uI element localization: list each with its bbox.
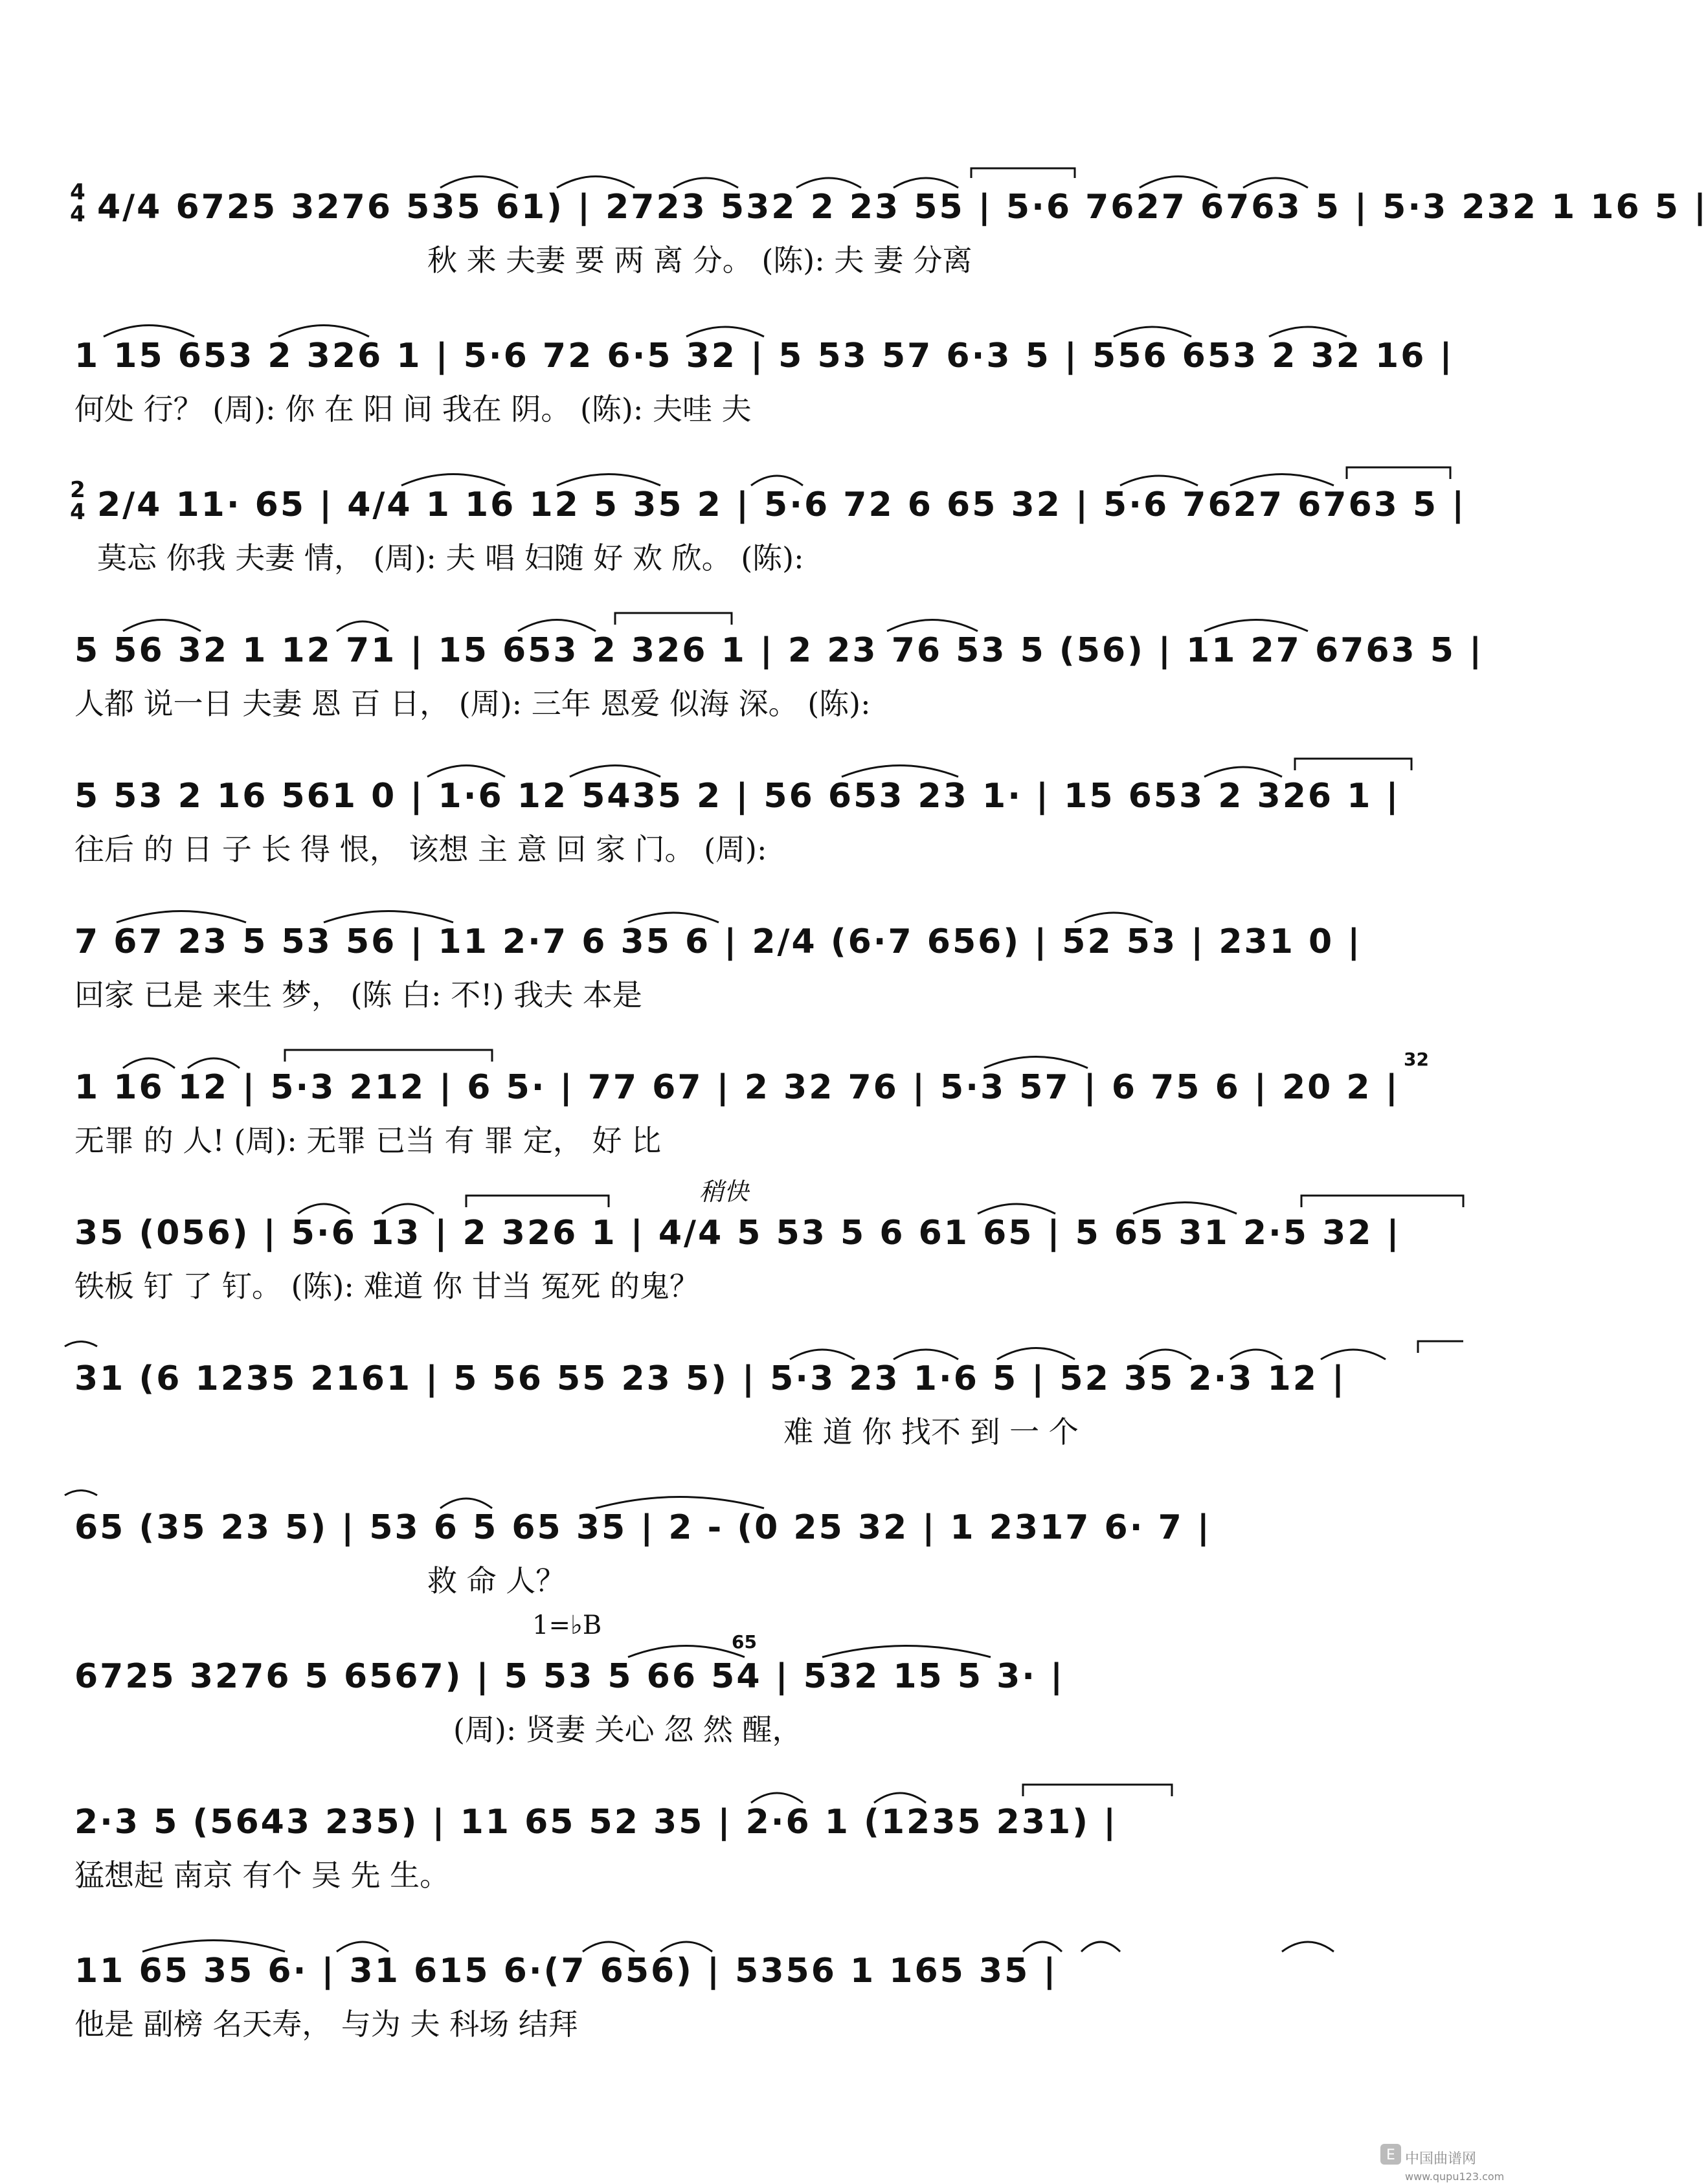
notation-line: 5 56 32 1 12 71 | 15 653 2 326 1 | 2 23 76 53 5 (56) | 11 27 6763 5 | — [74, 631, 1484, 670]
notation-line: 35 (056) | 5·6 13 | 2 326 1 | 4/4 5 53 5 6 61 65 | 5 65 31 2·5 32 | — [74, 1214, 1401, 1253]
score-system-3 — [65, 460, 1476, 608]
lyric-line: 救 命 人？ — [427, 1563, 566, 1598]
score-system-7 — [65, 1042, 1476, 1191]
score-system-4 — [65, 605, 1484, 754]
score-system-1 — [65, 162, 1708, 311]
score-system-13 — [65, 1926, 1476, 2075]
grace-note: 65 — [732, 1631, 757, 1653]
notation-line: 31 (6 1235 2161 | 5 56 55 23 5) | 5·3 23 1·6 5 | 52 35 2·3 12 | — [74, 1359, 1347, 1398]
score-system-11 — [65, 1631, 1476, 1780]
site-logo-icon — [1379, 2143, 1402, 2166]
notation-line: 7 67 23 5 53 56 | 11 2·7 6 35 6 | 2/4 (6·7 656) | 52 53 | 231 0 | — [74, 922, 1362, 961]
score-system-8 — [65, 1188, 1476, 1337]
tempo-marking: 稍快 — [699, 1177, 749, 1206]
notation-line: 2/4 11· 65 | 4/4 1 16 12 5 35 2 | 5·6 72 6 65 32 | 5·6 7627 6763 5 | — [97, 485, 1466, 524]
key-signature: 1=♭B — [532, 1610, 602, 1640]
lyric-line: 何处 行？ (周): 你 在 阳 间 我在 阴。 (陈): 夫哇 夫 — [74, 392, 752, 427]
time-signature: 4 4 — [70, 179, 85, 227]
watermark-site: 中国曲谱网 — [1405, 2151, 1477, 2167]
notation-line: 2·3 5 (5643 235) | 11 65 52 35 | 2·6 1 (1235 231) | — [74, 1803, 1118, 1842]
lyric-line: 人都 说一日 夫妻 恩 百 日， (周): 三年 恩爱 似海 深。 (陈): — [74, 686, 871, 721]
lyric-line: (周): 贤妻 关心 忽 然 醒， — [453, 1712, 802, 1747]
lyric-line: 无罪 的 人! (周): 无罪 已当 有 罪 定， 好 比 — [74, 1123, 662, 1158]
lyric-line: 难 道 你 找不 到 一 个 — [783, 1414, 1079, 1449]
score-system-12 — [65, 1777, 1476, 1926]
score-system-6 — [65, 897, 1476, 1045]
score-system-5 — [65, 751, 1476, 900]
notation-line: 5 53 2 16 561 0 | 1·6 12 5435 2 | 56 653 23 1· | 15 653 2 326 1 | — [74, 777, 1400, 816]
time-signature: 2 4 — [70, 477, 85, 525]
score-system-10 — [65, 1482, 1476, 1631]
watermark — [1405, 2148, 1504, 2184]
lyric-line: 秋 来 夫妻 要 两 离 分。 (陈): 夫 妻 分离 — [427, 243, 972, 278]
score-system-9 — [65, 1333, 1476, 1482]
notation-line: 1 16 12 | 5·3 212 | 6 5· | 77 67 | 2 32 76 | 5·3 57 | 6 75 6 | 20 2 | — [74, 1068, 1400, 1107]
notation-line: 1 15 653 2 326 1 | 5·6 72 6·5 32 | 5 53 57 6·3 5 | 556 653 2 32 16 | — [74, 337, 1454, 375]
lyric-line: 猛想起 南京 有个 吴 先 生。 — [74, 1858, 450, 1893]
notation-line: 4/4 6725 3276 535 61) | 2723 532 2 23 55 | 5·6 7627 6763 5 | 5·3 232 1 16 5 | — [97, 188, 1708, 227]
grace-note: 32 — [1404, 1049, 1429, 1070]
watermark-url: www.qupu123.com — [1405, 2170, 1505, 2183]
lyric-line: 莫忘 你我 夫妻 情， (周): 夫 唱 妇随 好 欢 欣。 (陈): — [97, 540, 804, 575]
lyric-line: 他是 副榜 名天寿， 与为 夫 科场 结拜 — [74, 2007, 578, 2042]
lyric-line: 回家 已是 来生 梦， (陈 白: 不!) 我夫 本是 — [74, 977, 642, 1012]
score-system-2 — [65, 311, 1476, 460]
svg-text:E: E — [1386, 2147, 1395, 2163]
lyric-line: 往后 的 日 子 长 得 恨， 该想 主 意 回 家 门。 (周): — [74, 832, 767, 867]
notation-line: 6725 3276 5 6567) | 5 53 5 66 54 | 532 15 5 3· | — [74, 1657, 1065, 1696]
lyric-line: 铁板 钉 了 钉。 (陈): 难道 你 甘当 冤死 的鬼？ — [74, 1269, 699, 1304]
notation-line: 11 65 35 6· | 31 615 6·(7 656) | 5356 1 165 35 | — [74, 1952, 1058, 1990]
notation-line: 65 (35 23 5) | 53 6 5 65 35 | 2 - (0 25 32 | 1 2317 6· 7 | — [74, 1508, 1211, 1547]
